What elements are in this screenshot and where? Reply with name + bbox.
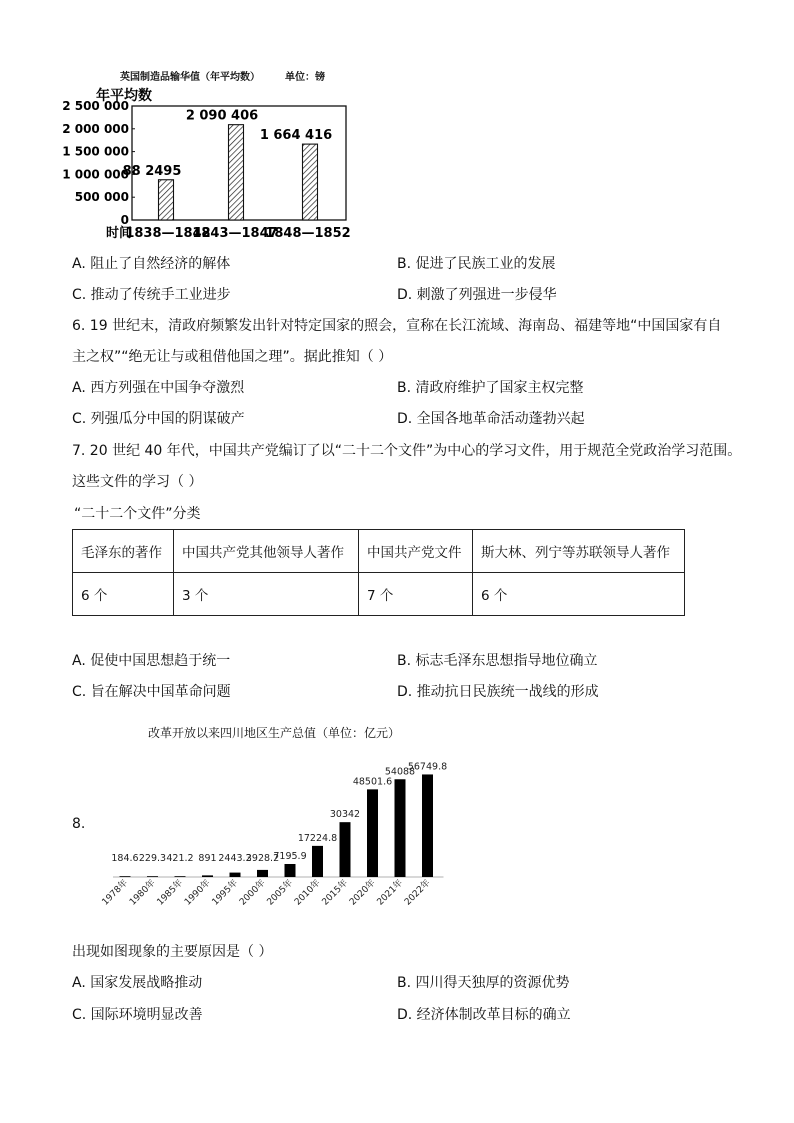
table-header-cell: 中国共产党文件	[359, 530, 473, 573]
q5-option-c[interactable]: C. 推动了传统手工业进步	[72, 287, 231, 303]
bar-value-label: 3928.2	[245, 853, 280, 864]
q7-table	[72, 529, 685, 616]
x-tick-label: 2020年	[347, 878, 378, 908]
bar-1990年	[202, 875, 213, 877]
table-cell: 3 个	[174, 573, 359, 616]
q8-option-c[interactable]: C. 国际环境明显改善	[72, 1007, 203, 1023]
x-tick-label: 1985年	[155, 878, 186, 908]
table-header-cell: 毛泽东的著作	[73, 530, 174, 573]
y-tick-label: 2 500 000	[62, 99, 129, 113]
y-tick-label: 500 000	[74, 190, 129, 205]
q5-option-d[interactable]: D. 刺激了列强进一步侵华	[397, 287, 557, 303]
q7-option-b[interactable]: B. 标志毛泽东思想指导地位确立	[397, 653, 598, 669]
table-header-cell: 中国共产党其他领导人著作	[174, 530, 359, 573]
bar-value-label: 30342	[329, 809, 361, 821]
q6-option-c[interactable]: C. 列强瓜分中国的阴谋破产	[72, 411, 245, 427]
bar-value-label: 2443.2	[218, 853, 252, 864]
bar-2010年	[312, 846, 323, 877]
table-header-row	[73, 530, 685, 573]
bar-value-label: 2 090 406	[185, 108, 259, 124]
q7-stem-line1: 7. 20 世纪 40 年代，中国共产党编订了以“二十二个文件”为中心的学习文件，用于规范全党政治学习范围。	[72, 443, 742, 459]
bar-value-label: 88 2495	[122, 163, 182, 179]
x-tick-label: 2000年	[237, 878, 268, 908]
chart1-title-row	[120, 68, 325, 83]
x-tick-label: 2021年	[375, 878, 406, 908]
y-tick-label: 2 000 000	[62, 121, 129, 136]
x-tick-label: 1843—1847	[192, 226, 278, 241]
chart1-svg	[62, 84, 370, 244]
q6-option-d[interactable]: D. 全国各地革命活动蓬勃兴起	[397, 411, 585, 427]
y-tick-label: 1 500 000	[62, 144, 129, 159]
bar-value-label: 17224.8	[297, 832, 338, 844]
bar-value-label: 56749.8	[407, 761, 448, 773]
bar-value-label: 54088	[384, 766, 416, 778]
bar-value-label: 7195.9	[273, 850, 307, 862]
table-cell: 6 个	[473, 573, 685, 616]
q7-stem-line2: 这些文件的学习（ ）	[72, 474, 203, 490]
q8-stem: 出现如图现象的主要原因是（ ）	[72, 944, 273, 960]
bar-2000年	[257, 870, 268, 877]
x-tick-label: 1990年	[182, 878, 213, 908]
q6-stem-line1: 6. 19 世纪末，清政府频繁发出针对特定国家的照会，宣称在长江流域、海南岛、福建等地“中国国家有自	[72, 318, 722, 334]
table-header-cell: 斯大林、列宁等苏联领导人著作	[473, 530, 685, 573]
chart1-unit: 单位：镑	[284, 72, 325, 83]
bar-1980年	[147, 876, 158, 877]
chart2-svg	[95, 742, 465, 922]
bar-2015年	[340, 822, 351, 877]
bar-value-label: 229.3	[138, 853, 167, 864]
x-tick-label: 1848—1852	[265, 226, 351, 241]
bar-value-label: 48501.6	[352, 776, 393, 788]
bar-1978年	[120, 876, 131, 877]
q7-option-d[interactable]: D. 推动抗日民族统一战线的形成	[397, 684, 599, 700]
q6-stem-line2: 主之权”“绝无让与或租借他国之理”。据此推知（ ）	[72, 349, 393, 365]
bar-value-label: 891	[198, 853, 217, 864]
chart2-title: 改革开放以来四川地区生产总值（单位：亿元）	[148, 726, 401, 740]
q7-option-c[interactable]: C. 旨在解决中国革命问题	[72, 684, 231, 700]
q7-option-a[interactable]: A. 促使中国思想趋于统一	[72, 653, 231, 669]
bar-2020年	[367, 789, 378, 877]
x-tick-label: 2022年	[402, 878, 433, 908]
q8-option-a[interactable]: A. 国家发展战略推动	[72, 975, 203, 991]
x-tick-label: 1995年	[210, 878, 241, 908]
q5-option-a[interactable]: A. 阻止了自然经济的解体	[72, 256, 231, 272]
y-tick-label: 1 000 000	[62, 167, 129, 182]
bar-value-label: 184.6	[111, 853, 139, 864]
q8-option-d[interactable]: D. 经济体制改革目标的确立	[397, 1007, 571, 1023]
q8-option-b[interactable]: B. 四川得天独厚的资源优势	[397, 975, 570, 991]
bar-1995年	[230, 873, 241, 877]
q5-option-b[interactable]: B. 促进了民族工业的发展	[397, 256, 556, 272]
table-cell: 6 个	[73, 573, 174, 616]
bar-value-label: 421.2	[166, 853, 194, 864]
q7-table-caption: “二十二个文件”分类	[74, 506, 201, 522]
x-axis-label: 时间	[106, 226, 133, 241]
bar-2005年	[285, 864, 296, 877]
x-tick-label: 2015年	[320, 878, 351, 908]
table-cell: 7 个	[359, 573, 473, 616]
bar-2021年	[395, 779, 406, 877]
x-tick-label: 2005年	[265, 878, 296, 908]
bar-1843—1847	[229, 125, 244, 220]
chart1-title: 英国制造品输华值（年平均数）	[120, 72, 260, 83]
y-tick-label: 0	[120, 213, 129, 227]
bar-1838—1842	[159, 180, 174, 220]
bar-1848—1852	[303, 144, 318, 220]
bar-value-label: 1 664 416	[259, 128, 333, 144]
x-tick-label: 1980年	[127, 878, 158, 908]
table-row	[73, 573, 685, 616]
q8-number: 8.	[72, 816, 86, 832]
q6-option-a[interactable]: A. 西方列强在中国争夺激烈	[72, 380, 245, 396]
x-tick-label: 1838—1842	[125, 226, 211, 241]
y-axis-label: 年平均数	[96, 88, 152, 104]
bar-1985年	[175, 876, 186, 877]
x-tick-label: 2010年	[292, 878, 323, 908]
q6-option-b[interactable]: B. 清政府维护了国家主权完整	[397, 380, 584, 396]
x-tick-label: 1978年	[100, 878, 131, 908]
bar-2022年	[422, 774, 433, 877]
